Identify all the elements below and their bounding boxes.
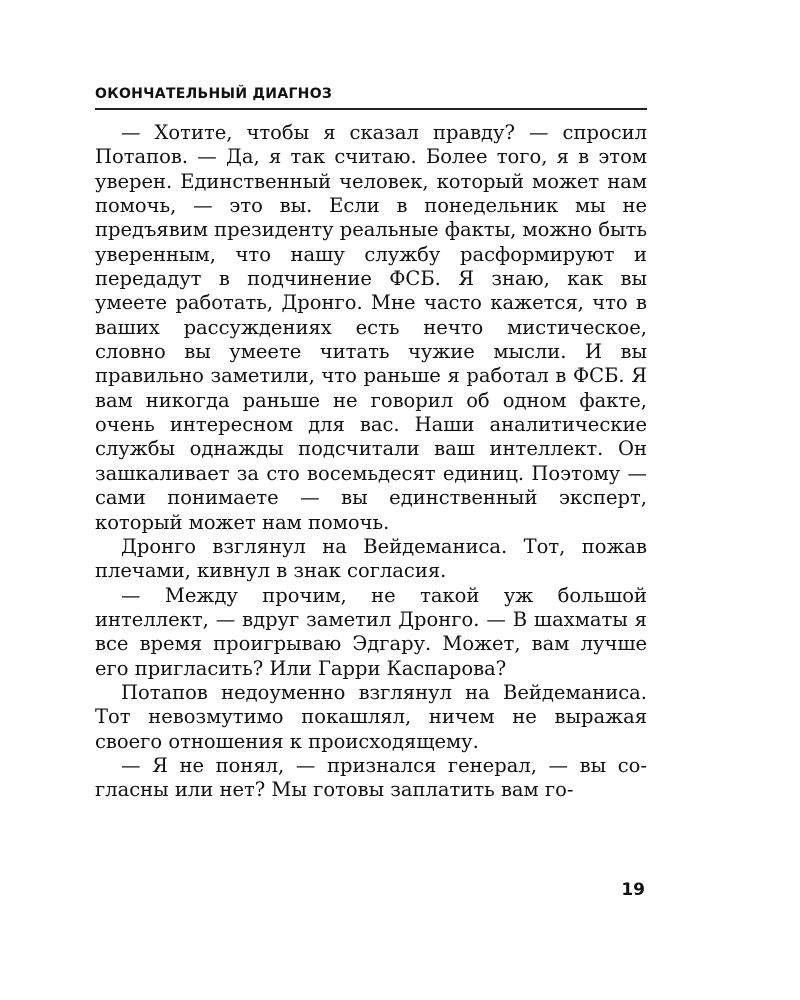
paragraph: Потапов недоуменно взглянул на Вейдеманиса. Тот невозмутимо покашлял, ничем не выражая своего отношения к происходящему. [95,680,647,753]
body-text [95,121,647,803]
paragraph: — Я не понял, — признался генерал, — вы согласны или нет? Мы готовы заплатить вам го- [95,753,647,802]
paragraph: — Между прочим, не такой уж большой интеллект, — вдруг заметил Дронго. — В шахматы я все время проигрываю Эдгару. Может, вам лучше его пригласить? Или Гарри Каспарова? [95,583,647,680]
header-rule [95,108,647,110]
page-number: 19 [621,880,645,900]
paragraph: — Хотите, чтобы я сказал правду? — спросил Потапов. — Да, я так считаю. Более того, я в этом уверен. Единственный человек, который может нам помочь, — это вы. Если в понедельник мы не предъявим президенту реальные факты, можно быть уверенным, что нашу службу расформируют и передадут в подчинение ФСБ. Я знаю, как вы умеете работать, Дронго. Мне часто кажется, что в ваших рассуждениях есть нечто мистическое, словно вы умеете читать чужие мысли. И вы правильно заметили, что раньше я работал в ФСБ. Я вам никогда раньше не говорил об одном факте, очень интересном для вас. Наши аналитические службы однажды подсчитали ваш интеллект. Он зашкаливает за сто восемьдесят единиц. Поэтому — сами понимаете — вы единственный эксперт, который может нам помочь. [95,121,647,534]
paragraph: Дронго взглянул на Вейдеманиса. Тот, пожав плечами, кивнул в знак согласия. [95,534,647,583]
running-head: ОКОНЧАТЕЛЬНЫЙ ДИАГНОЗ [95,86,333,102]
